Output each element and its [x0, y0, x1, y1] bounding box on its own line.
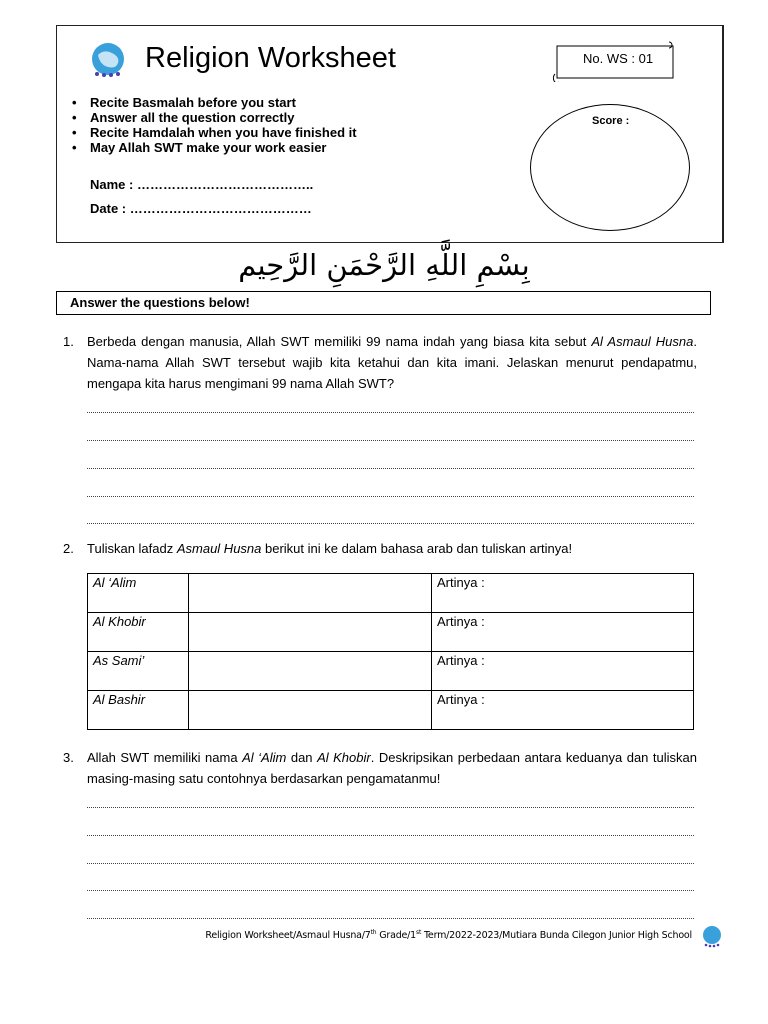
question-3	[63, 747, 697, 789]
question-number: 3.	[63, 750, 74, 765]
date-field[interactable]: Date : ……………………………………	[90, 201, 312, 216]
question-number: 2.	[63, 541, 74, 556]
arabic-input-cell[interactable]	[189, 691, 432, 730]
footer-logo	[698, 922, 726, 952]
answer-line[interactable]	[87, 918, 694, 919]
instruction-box: Answer the questions below!	[56, 291, 711, 315]
rule-item: • May Allah SWT make your work easier	[72, 140, 357, 155]
question-2	[63, 538, 697, 559]
answer-line[interactable]	[87, 863, 694, 864]
name-field[interactable]: Name : …………………………………..	[90, 177, 314, 192]
question-term: Al ‘Alim	[242, 750, 287, 765]
answer-line[interactable]	[87, 468, 694, 469]
rule-item: • Answer all the question correctly	[72, 110, 357, 125]
table-row	[88, 652, 694, 691]
basmalah: بِسْمِ اللَّهِ الرَّحْمَنِ الرَّحِيم	[238, 248, 530, 282]
school-logo	[83, 37, 133, 87]
footer-text: Religion Worksheet/Asmaul Husna/7th Grade/1st Term/2022-2023/Mutiara Bunda Cilegon Junior High School	[205, 929, 692, 942]
question-number: 1.	[63, 334, 74, 349]
name-cell: Al Bashir	[93, 692, 146, 707]
question-text: . Nama-nama Allah SWT tersebut wajib kita ketahui dan kita imani. Jelaskan menurut pendapatmu, mengapa kita harus mengimani 99 nama Allah SWT?	[87, 334, 697, 391]
question-text: Tuliskan lafadz	[87, 541, 177, 556]
question-text: . Deskripsikan perbedaan antara keduanya dan tuliskan masing-masing satu contohnya berdasarkan pengamatanmu!	[87, 750, 698, 786]
answer-line[interactable]	[87, 890, 694, 891]
rule-item: • Recite Hamdalah when you have finished it	[72, 125, 357, 140]
meaning-cell[interactable]: Artinya :	[432, 691, 694, 730]
question-term: Asmaul Husna	[176, 541, 262, 556]
table-row	[88, 691, 694, 730]
score-label: Score :	[592, 115, 630, 127]
answer-line[interactable]	[87, 412, 694, 413]
table-row	[88, 613, 694, 652]
asmaul-husna-table	[87, 573, 694, 730]
answer-line[interactable]	[87, 807, 694, 808]
meaning-cell[interactable]: Artinya :	[432, 613, 694, 652]
worksheet-number: No. WS : 01	[583, 51, 654, 66]
name-cell: As Sami’	[93, 653, 145, 668]
arabic-input-cell[interactable]	[189, 613, 432, 652]
answer-line[interactable]	[87, 523, 694, 524]
answer-line[interactable]	[87, 496, 694, 497]
question-text: Berbeda dengan manusia, Allah SWT memiliki 99 nama indah yang biasa kita sebut	[87, 334, 592, 349]
rules-list	[72, 95, 357, 155]
question-term: Al Khobir	[317, 750, 371, 765]
answer-line[interactable]	[87, 835, 694, 836]
question-term: Al Asmaul Husna	[591, 334, 694, 349]
meaning-cell[interactable]: Artinya :	[432, 574, 694, 613]
question-text: berikut ini ke dalam bahasa arab dan tuliskan artinya!	[261, 541, 573, 556]
arabic-input-cell[interactable]	[189, 574, 432, 613]
table-row	[88, 574, 694, 613]
name-cell: Al ‘Alim	[93, 575, 137, 590]
question-text: Allah SWT memiliki nama	[87, 750, 243, 765]
question-1	[63, 331, 697, 394]
rule-item: • Recite Basmalah before you start	[72, 95, 357, 110]
name-cell: Al Khobir	[93, 614, 146, 629]
worksheet-title: Religion Worksheet	[145, 42, 396, 74]
meaning-cell[interactable]: Artinya :	[432, 652, 694, 691]
question-text: dan	[286, 750, 318, 765]
arabic-input-cell[interactable]	[189, 652, 432, 691]
answer-line[interactable]	[87, 440, 694, 441]
